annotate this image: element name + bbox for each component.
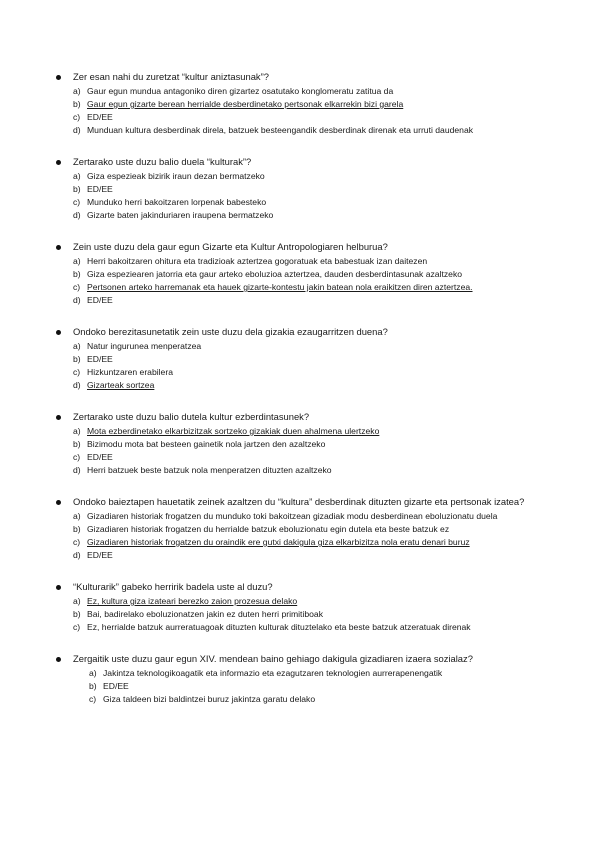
- answer-option: [73, 523, 540, 536]
- answer-option: [73, 124, 540, 137]
- option-text: Gizadiaren historiak frogatzen du munduko toki bakoitzean gizadiak modu desberdinean eboluzionatu duela: [87, 511, 498, 521]
- question-7: [0, 580, 600, 634]
- answer-option: [73, 268, 540, 281]
- option-letter: a): [73, 341, 81, 351]
- answer-option: [73, 510, 540, 523]
- question-6: [0, 495, 600, 562]
- answer-option: [73, 353, 540, 366]
- answer-option: [73, 255, 540, 268]
- correct-answer-text: Mota ezberdinetako elkarbizitzak sortzeko gizakiak duen ahalmena ulertzeko: [87, 426, 380, 436]
- option-list: [73, 340, 540, 392]
- option-letter: c): [89, 694, 97, 704]
- option-letter: c): [73, 537, 81, 547]
- answer-option: [73, 170, 540, 183]
- question-text: Zein uste duzu dela gaur egun Gizarte eta Kultur Antropologiaren helburua?: [73, 241, 388, 252]
- option-letter: b): [73, 269, 81, 279]
- option-text: Gizarte baten jakinduriaren iraupena bermatzeko: [87, 210, 274, 220]
- option-letter: d): [73, 210, 81, 220]
- answer-option: [73, 281, 540, 294]
- option-list: [73, 425, 540, 477]
- bullet-icon: [56, 160, 61, 165]
- question-5: [0, 410, 600, 477]
- question-text: “Kulturarik” gabeko herririk badela uste al duzu?: [73, 581, 273, 592]
- option-list: [73, 595, 540, 634]
- answer-option: [73, 680, 540, 693]
- option-letter: b): [89, 681, 97, 691]
- option-text: Gaur egun mundua antagoniko diren gizartez osatutako konglomeratu zatitua da: [87, 86, 394, 96]
- answer-option: [73, 536, 540, 549]
- answer-option: [73, 608, 540, 621]
- answer-option: [73, 183, 540, 196]
- option-text: Ez, herrialde batzuk aurreratuagoak dituzten kulturak dituztelako eta beste batzuk atzeratuak direnak: [87, 622, 471, 632]
- answer-option: [73, 549, 540, 562]
- option-letter: c): [73, 282, 81, 292]
- question-1: [0, 70, 600, 137]
- answer-option: [73, 425, 540, 438]
- option-letter: b): [73, 184, 81, 194]
- option-letter: a): [73, 426, 81, 436]
- option-text: ED/EE: [87, 452, 113, 462]
- answer-option: [73, 196, 540, 209]
- option-letter: a): [73, 596, 81, 606]
- bullet-icon: [56, 75, 61, 80]
- answer-option: [73, 85, 540, 98]
- option-letter: d): [73, 295, 81, 305]
- answer-option: [73, 209, 540, 222]
- answer-option: [73, 379, 540, 392]
- question-text: Zertarako uste duzu balio dutela kultur ezberdintasunek?: [73, 411, 310, 422]
- question-text: Zergaitik uste duzu gaur egun XIV. mendean baino gehiago dakigula gizadiaren izaera sozialaz?: [73, 653, 473, 664]
- option-text: ED/EE: [87, 550, 113, 560]
- option-letter: c): [73, 622, 81, 632]
- bullet-icon: [56, 245, 61, 250]
- option-letter: a): [73, 511, 81, 521]
- option-text: ED/EE: [103, 681, 129, 691]
- option-text: Giza espeziearen jatorria eta gaur arteko eboluzioa aztertzea, dauden desberdintasunak azaltzeko: [87, 269, 463, 279]
- answer-option: [73, 595, 540, 608]
- option-list: [73, 667, 540, 706]
- option-list: [73, 510, 540, 562]
- option-text: Herri bakoitzaren ohitura eta tradizioak aztertzea gogoratuak eta babestuak izan daitezen: [87, 256, 428, 266]
- option-letter: d): [73, 465, 81, 475]
- bullet-icon: [56, 330, 61, 335]
- option-text: Giza espezieak bizirik iraun dezan bermatzeko: [87, 171, 265, 181]
- question-4: [0, 325, 600, 392]
- answer-option: [73, 621, 540, 634]
- answer-option: [73, 451, 540, 464]
- correct-answer-text: Pertsonen arteko harremanak eta hauek gizarte-kontestu jakin batean nola eraikitzen diren aztertzea.: [87, 282, 473, 292]
- answer-option: [73, 693, 540, 706]
- question-2: [0, 155, 600, 222]
- option-text: ED/EE: [87, 295, 113, 305]
- answer-option: [73, 111, 540, 124]
- answer-option: [73, 438, 540, 451]
- option-text: Natur ingurunea menperatzea: [87, 341, 202, 351]
- correct-answer-text: Gaur egun gizarte berean herrialde desberdinetako pertsonak elkarrekin bizi garela: [87, 99, 404, 109]
- option-letter: d): [73, 125, 81, 135]
- option-letter: a): [89, 668, 97, 678]
- option-text: Gizadiaren historiak frogatzen du herrialde batzuk eboluzionatu egin dutela eta beste batzuk ez: [87, 524, 450, 534]
- option-list: [73, 255, 540, 307]
- option-letter: d): [73, 550, 81, 560]
- option-letter: a): [73, 171, 81, 181]
- option-text: Munduko herri bakoitzaren lorpenak babesteko: [87, 197, 267, 207]
- option-letter: b): [73, 524, 81, 534]
- question-text: Zer esan nahi du zuretzat “kultur aniztasunak”?: [73, 71, 269, 82]
- option-text: Herri batzuek beste batzuk nola menperatzen dituzten azaltzeko: [87, 465, 332, 475]
- option-text: Giza taldeen bizi baldintzei buruz jakintza garatu delako: [103, 694, 316, 704]
- option-list: [73, 85, 540, 137]
- option-letter: c): [73, 197, 81, 207]
- option-text: Bai, badirelako eboluzionatzen jakin ez duten herri primitiboak: [87, 609, 323, 619]
- option-letter: b): [73, 609, 81, 619]
- bullet-icon: [56, 585, 61, 590]
- option-letter: a): [73, 256, 81, 266]
- question-3: [0, 240, 600, 307]
- option-text: ED/EE: [87, 184, 113, 194]
- correct-answer-text: Gizarteak sortzea: [87, 380, 155, 390]
- option-text: Bizimodu mota bat besteen gainetik nola jartzen den azaltzeko: [87, 439, 326, 449]
- option-text: ED/EE: [87, 112, 113, 122]
- option-letter: b): [73, 439, 81, 449]
- bullet-icon: [56, 500, 61, 505]
- correct-answer-text: Gizadiaren historiak frogatzen du oraindik ere gutxi dakigula giza elkarbizitza nola eratu denari buruz: [87, 537, 470, 547]
- question-text: Zertarako uste duzu balio duela “kulturak”?: [73, 156, 252, 167]
- option-text: Hizkuntzaren erabilera: [87, 367, 173, 377]
- option-text: ED/EE: [87, 354, 113, 364]
- option-letter: c): [73, 112, 81, 122]
- answer-option: [73, 340, 540, 353]
- option-letter: b): [73, 99, 81, 109]
- question-8: [0, 652, 600, 706]
- option-letter: b): [73, 354, 81, 364]
- bullet-icon: [56, 657, 61, 662]
- option-text: Jakintza teknologikoagatik eta informazio eta ezagutzaren teknologien aurrerapenengatik: [103, 668, 443, 678]
- question-text: Ondoko berezitasunetatik zein uste duzu dela gizakia ezaugarritzen duena?: [73, 326, 388, 337]
- answer-option: [73, 464, 540, 477]
- option-list: [73, 170, 540, 222]
- option-letter: d): [73, 380, 81, 390]
- answer-option: [73, 366, 540, 379]
- question-text: Ondoko baieztapen hauetatik zeinek azaltzen du “kultura” desberdinak dituzten gizarte eta pertsonak izatea?: [73, 496, 525, 507]
- answer-option: [73, 98, 540, 111]
- questionnaire-document: [0, 70, 600, 724]
- option-text: Munduan kultura desberdinak direla, batzuek besteengandik desberdinak direnak eta urruti daudenak: [87, 125, 474, 135]
- bullet-icon: [56, 415, 61, 420]
- option-letter: a): [73, 86, 81, 96]
- answer-option: [73, 667, 540, 680]
- option-letter: c): [73, 452, 81, 462]
- option-letter: c): [73, 367, 81, 377]
- answer-option: [73, 294, 540, 307]
- correct-answer-text: Ez, kultura giza izateari berezko zaion prozesua delako: [87, 596, 298, 606]
